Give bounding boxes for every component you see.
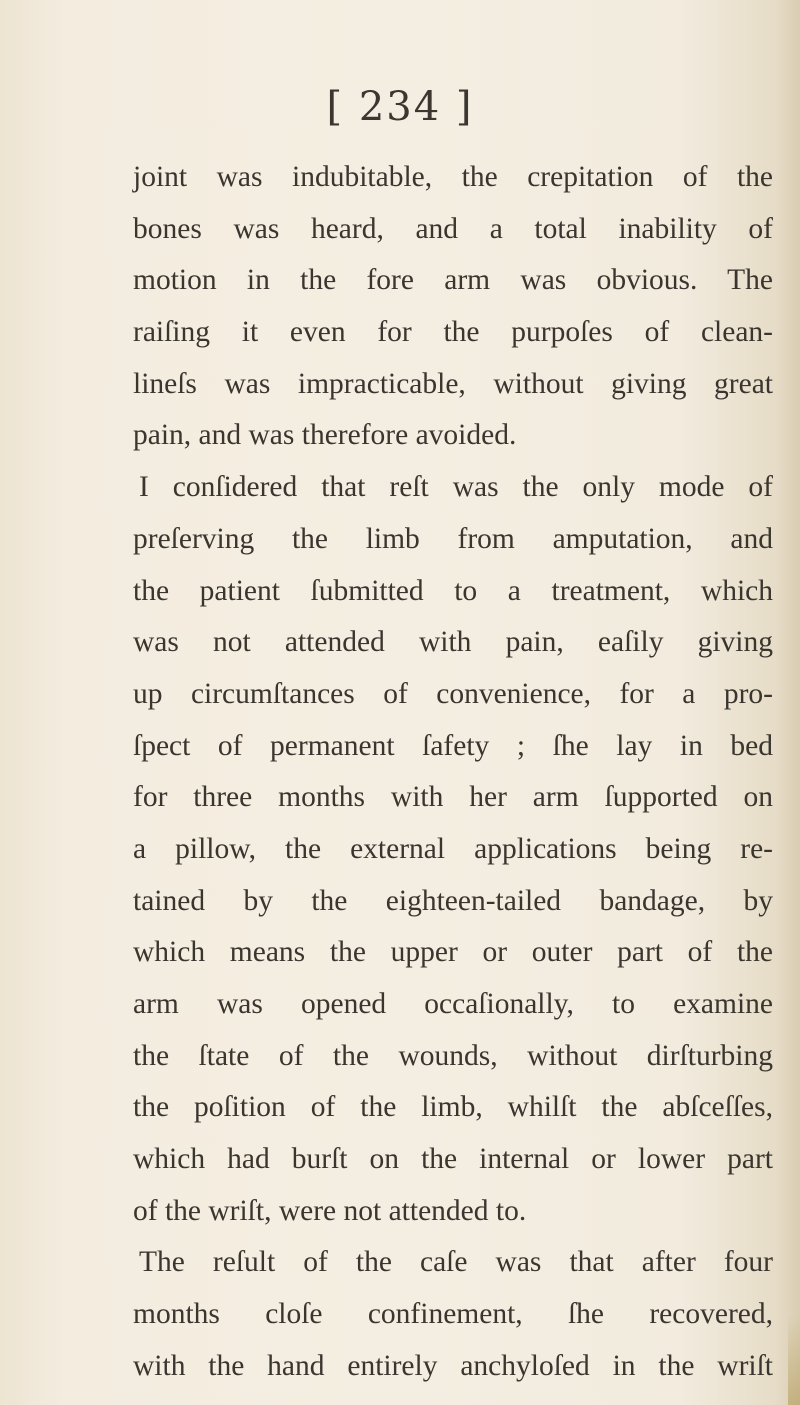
text-line: a pillow, the external applications being re- (133, 832, 773, 865)
text-line: raiſing it even for the purpoſes of clean- (133, 316, 773, 349)
text-line: up circumſtances of convenience, for a pro- (133, 677, 773, 710)
text-line: motion in the fore arm was obvious. The (133, 264, 773, 297)
text-line: the patient ſubmitted to a treatment, which (133, 574, 773, 607)
text-line: pain, and was therefore avoided. (133, 419, 517, 452)
text-line: preſerving the limb from amputation, and (133, 522, 773, 555)
text-line: arm was opened occaſionally, to examine (133, 988, 773, 1020)
text-line: which had burſt on the internal or lower part (133, 1143, 773, 1176)
page-edge-stain (788, 1315, 800, 1405)
text-line: for three months with her arm ſupported on (133, 781, 773, 814)
text-line: was not attended with pain, eaſily giving (133, 626, 773, 659)
text-line: which means the upper or outer part of the (133, 936, 773, 969)
text-line: the ſtate of the wounds, without dirſturbing (133, 1039, 773, 1072)
text-line: lineſs was impracticable, without giving great (133, 367, 773, 400)
text-line: joint was indubitable, the crepitation of the (133, 161, 773, 193)
text-line: with the hand entirely anchyloſed in the wriſt (133, 1349, 773, 1382)
page-number: [ 234 ] (326, 84, 474, 130)
text-line: The reſult of the caſe was that after four (139, 1246, 773, 1279)
text-line: months cloſe confinement, ſhe recovered, (133, 1298, 773, 1331)
body-text (133, 152, 773, 1393)
text-line: tained by the eighteen-tailed bandage, by (133, 884, 773, 917)
text-line: of the wriſt, were not attended to. (133, 1194, 527, 1227)
text-line: bones was heard, and a total inability of (133, 212, 773, 245)
text-line: I conſidered that reſt was the only mode of (139, 471, 773, 504)
text-line: the poſition of the limb, whilſt the abſceſſes, (133, 1091, 773, 1124)
text-line: ſpect of permanent ſafety ; ſhe lay in bed (133, 729, 773, 762)
